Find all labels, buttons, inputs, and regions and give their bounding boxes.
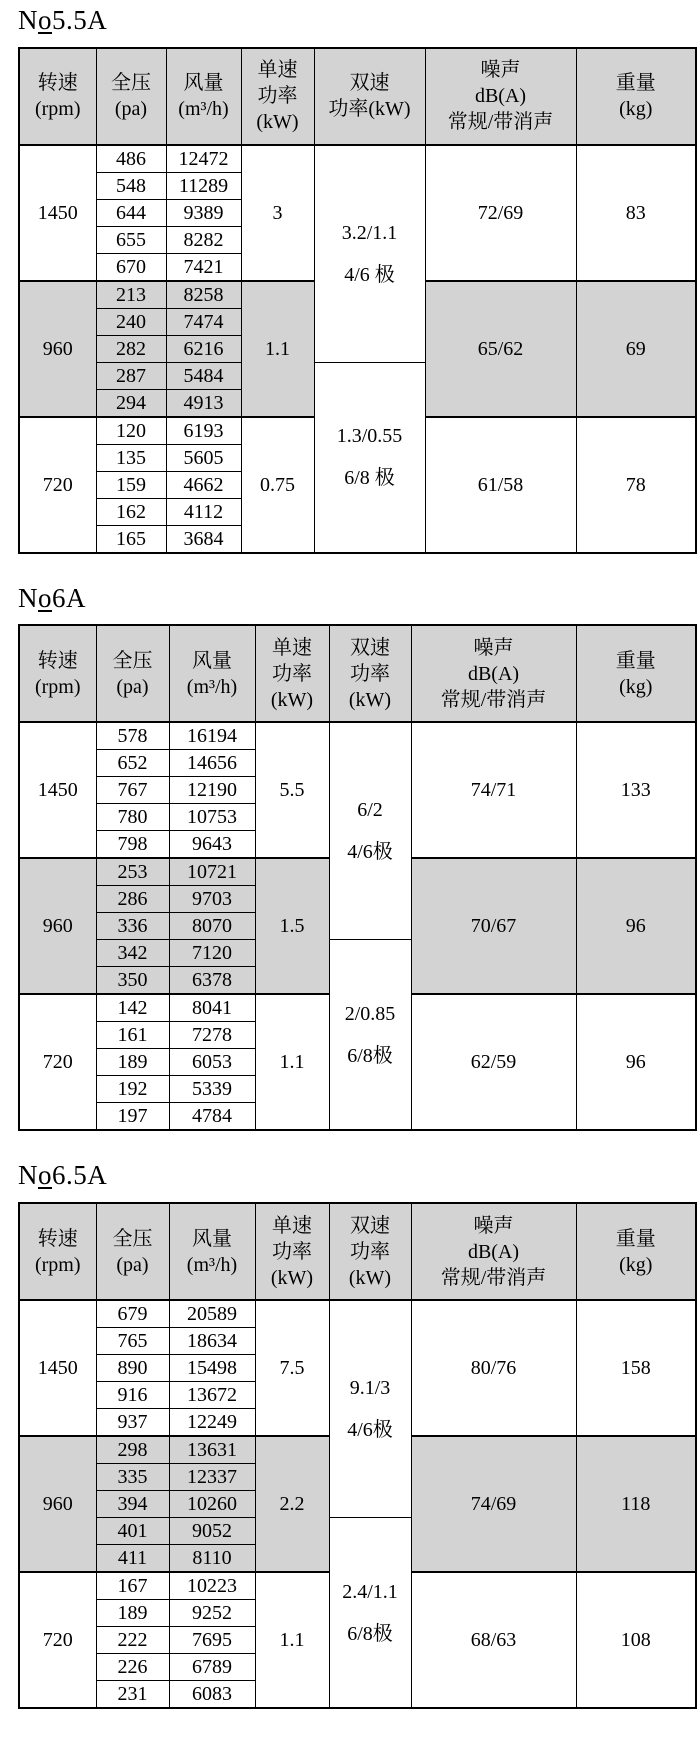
weight-cell: 118: [576, 1436, 696, 1572]
speed-cell: 960: [19, 1436, 96, 1572]
table-title-no6-5a: [18, 1161, 695, 1191]
volume-cell: 20589: [169, 1300, 255, 1328]
text-line: (rpm): [34, 1253, 81, 1276]
title-model: 5.5A: [52, 5, 108, 35]
volume-cell: 4112: [166, 498, 241, 525]
pressure-cell: 335: [96, 1464, 169, 1491]
text-line: 噪声: [473, 1214, 514, 1237]
volume-cell: 12472: [166, 145, 241, 173]
table-title-no6a: [18, 584, 695, 614]
text-line: (kW): [270, 688, 314, 711]
volume-cell: 9703: [169, 886, 255, 913]
header-row: [19, 1203, 696, 1300]
weight-cell: 96: [576, 994, 696, 1130]
spec-table: [18, 1202, 697, 1709]
text-line: (m³/h): [178, 98, 229, 121]
spec-table-host-no5-5a: [18, 47, 695, 554]
col-header-pressure: [96, 48, 166, 145]
volume-cell: 10721: [169, 858, 255, 886]
volume-cell: 9643: [169, 831, 255, 859]
header-row: [19, 48, 696, 145]
pressure-cell: 916: [96, 1382, 169, 1409]
pressure-cell: 644: [96, 199, 166, 226]
pressure-cell: 652: [96, 750, 169, 777]
pressure-cell: 655: [96, 226, 166, 253]
pressure-cell: 282: [96, 335, 166, 362]
col-header-single-power: [241, 48, 314, 145]
volume-cell: 8282: [166, 226, 241, 253]
text-line: 转速: [37, 72, 78, 95]
text-line: 双速: [350, 636, 390, 659]
single-power-cell: 1.1: [255, 994, 329, 1130]
volume-cell: 6789: [169, 1654, 255, 1681]
noise-cell: 74/71: [411, 722, 576, 858]
pressure-cell: 142: [96, 994, 169, 1022]
text-line: (rpm): [34, 98, 81, 121]
col-header-noise: [411, 625, 576, 722]
dual-power-cell: [329, 940, 411, 1131]
pressure-cell: 578: [96, 722, 169, 750]
speed-cell: 960: [19, 281, 96, 417]
pressure-cell: 411: [96, 1545, 169, 1573]
noise-cell: 61/58: [425, 417, 576, 553]
text-line: 4/6极: [347, 1419, 393, 1442]
single-power-cell: 1.1: [255, 1572, 329, 1708]
text-line: (m³/h): [186, 675, 238, 698]
text-line: (m³/h): [186, 1253, 238, 1276]
text-line: 6/8极: [347, 1044, 393, 1067]
pressure-cell: 253: [96, 858, 169, 886]
volume-cell: 8110: [169, 1545, 255, 1573]
text-line: 常规/带消声: [447, 111, 554, 134]
speed-cell: 720: [19, 417, 96, 553]
pressure-cell: 336: [96, 913, 169, 940]
text-line: 风量: [192, 1227, 232, 1250]
pressure-cell: 670: [96, 253, 166, 281]
col-header-volume: [169, 1203, 255, 1300]
title-model: 6.5A: [52, 1160, 108, 1191]
volume-cell: 9389: [166, 199, 241, 226]
pressure-cell: 780: [96, 804, 169, 831]
pressure-cell: 767: [96, 777, 169, 804]
weight-cell: 96: [576, 858, 696, 994]
dual-power-cell: [314, 362, 425, 553]
volume-cell: 8041: [169, 994, 255, 1022]
col-header-weight: [576, 625, 696, 722]
text-line: (pa): [114, 98, 148, 121]
volume-cell: 10223: [169, 1572, 255, 1600]
volume-cell: 15498: [169, 1355, 255, 1382]
volume-cell: 7421: [166, 253, 241, 281]
text-line: (rpm): [34, 675, 81, 698]
volume-cell: 3684: [166, 525, 241, 553]
pressure-cell: 192: [96, 1076, 169, 1103]
text-line: (kW): [348, 1266, 392, 1289]
pressure-cell: 765: [96, 1328, 169, 1355]
volume-cell: 6378: [169, 967, 255, 995]
pressure-cell: 213: [96, 281, 166, 309]
text-line: (kg): [619, 98, 653, 121]
text-line: 单速: [272, 1214, 312, 1237]
spec-table-host-no6a: [18, 624, 695, 1131]
pressure-cell: 162: [96, 498, 166, 525]
text-line: (kW): [256, 111, 299, 134]
title-numero-o: o: [38, 5, 52, 35]
pressure-cell: 159: [96, 471, 166, 498]
col-header-volume: [166, 48, 241, 145]
volume-cell: 7278: [169, 1022, 255, 1049]
pressure-cell: 161: [96, 1022, 169, 1049]
single-power-cell: 7.5: [255, 1300, 329, 1436]
noise-cell: 65/62: [425, 281, 576, 417]
text-line: 全压: [112, 649, 153, 672]
speed-cell: 1450: [19, 722, 96, 858]
text-line: 功率: [257, 85, 298, 108]
text-line: 9.1/3: [349, 1377, 391, 1400]
pressure-cell: 287: [96, 362, 166, 389]
text-line: 3.2/1.1: [341, 221, 398, 244]
weight-cell: 158: [576, 1300, 696, 1436]
title-prefix: N: [18, 5, 38, 35]
text-line: 全压: [111, 72, 151, 95]
text-line: 风量: [192, 649, 232, 672]
text-line: (kW): [348, 688, 392, 711]
single-power-cell: 5.5: [255, 722, 329, 858]
pressure-cell: 240: [96, 308, 166, 335]
pressure-cell: 937: [96, 1409, 169, 1437]
text-line: 全压: [112, 1227, 153, 1250]
text-line: dB(A): [474, 85, 527, 108]
pressure-cell: 298: [96, 1436, 169, 1464]
text-line: 重量: [615, 649, 656, 672]
volume-cell: 6083: [169, 1681, 255, 1709]
weight-cell: 83: [576, 145, 696, 281]
text-line: 功率: [350, 662, 390, 685]
text-line: (kg): [619, 675, 653, 698]
speed-cell: 720: [19, 1572, 96, 1708]
volume-cell: 4662: [166, 471, 241, 498]
volume-cell: 5339: [169, 1076, 255, 1103]
table-title-no5-5a: [18, 6, 695, 36]
text-line: 4/6极: [347, 841, 393, 864]
col-header-volume: [169, 625, 255, 722]
col-header-speed: [19, 625, 96, 722]
col-header-noise: [411, 1203, 576, 1300]
volume-cell: 4913: [166, 389, 241, 417]
text-line: 1.3/0.55: [336, 425, 403, 448]
single-power-cell: 2.2: [255, 1436, 329, 1572]
col-header-dual-power: [314, 48, 425, 145]
text-line: dB(A): [467, 1240, 520, 1263]
pressure-cell: 401: [96, 1518, 169, 1545]
pressure-cell: 679: [96, 1300, 169, 1328]
col-header-single-power: [255, 1203, 329, 1300]
volume-cell: 12337: [169, 1464, 255, 1491]
pressure-cell: 165: [96, 525, 166, 553]
text-line: 2.4/1.1: [342, 1580, 398, 1603]
pressure-cell: 798: [96, 831, 169, 859]
col-header-single-power: [255, 625, 329, 722]
col-header-pressure: [96, 1203, 169, 1300]
text-line: 功率: [272, 1240, 312, 1263]
dual-power-cell: [329, 1300, 411, 1518]
pressure-cell: 231: [96, 1681, 169, 1709]
volume-cell: 18634: [169, 1328, 255, 1355]
col-header-weight: [576, 1203, 696, 1300]
table-row: [19, 145, 696, 173]
speed-cell: 1450: [19, 145, 96, 281]
text-line: (kg): [619, 1253, 653, 1276]
pressure-cell: 286: [96, 886, 169, 913]
text-line: 功率: [350, 1240, 390, 1263]
weight-cell: 133: [576, 722, 696, 858]
volume-cell: 12190: [169, 777, 255, 804]
volume-cell: 16194: [169, 722, 255, 750]
pressure-cell: 394: [96, 1491, 169, 1518]
text-line: (pa): [116, 675, 149, 698]
volume-cell: 6193: [166, 417, 241, 445]
dual-power-cell: [329, 722, 411, 940]
col-header-dual-power: [329, 1203, 411, 1300]
noise-cell: 62/59: [411, 994, 576, 1130]
pressure-cell: 226: [96, 1654, 169, 1681]
volume-cell: 6053: [169, 1049, 255, 1076]
title-model: 6A: [52, 582, 86, 613]
text-line: 重量: [615, 1227, 656, 1250]
volume-cell: 4784: [169, 1103, 255, 1131]
title-numero-o: o: [38, 1160, 52, 1191]
single-power-cell: 1.5: [255, 858, 329, 994]
pressure-cell: 189: [96, 1049, 169, 1076]
single-power-cell: 0.75: [241, 417, 314, 553]
noise-cell: 72/69: [425, 145, 576, 281]
volume-cell: 7120: [169, 940, 255, 967]
col-header-dual-power: [329, 625, 411, 722]
text-line: 风量: [183, 72, 224, 95]
weight-cell: 78: [576, 417, 696, 553]
text-line: (pa): [116, 1253, 149, 1276]
title-numero-o: o: [38, 582, 52, 613]
title-prefix: N: [18, 1160, 38, 1191]
text-line: (kW): [270, 1266, 314, 1289]
text-line: 6/2: [357, 799, 383, 822]
text-line: 单速: [257, 59, 298, 82]
noise-cell: 80/76: [411, 1300, 576, 1436]
col-header-noise: [425, 48, 576, 145]
volume-cell: 7474: [166, 308, 241, 335]
text-line: 功率(kW): [328, 98, 411, 121]
noise-cell: 74/69: [411, 1436, 576, 1572]
volume-cell: 13672: [169, 1382, 255, 1409]
volume-cell: 8070: [169, 913, 255, 940]
noise-cell: 70/67: [411, 858, 576, 994]
volume-cell: 5484: [166, 362, 241, 389]
table-row: [19, 722, 696, 750]
volume-cell: 10260: [169, 1491, 255, 1518]
volume-cell: 6216: [166, 335, 241, 362]
title-prefix: N: [18, 582, 38, 613]
volume-cell: 11289: [166, 172, 241, 199]
dual-power-cell: [314, 145, 425, 363]
col-header-pressure: [96, 625, 169, 722]
pressure-cell: 197: [96, 1103, 169, 1131]
dual-power-cell: [329, 1518, 411, 1709]
speed-cell: 1450: [19, 1300, 96, 1436]
text-line: 4/6 极: [344, 263, 395, 286]
text-line: 常规/带消声: [440, 688, 547, 711]
text-line: 双速: [349, 72, 390, 95]
single-power-cell: 1.1: [241, 281, 314, 417]
volume-cell: 14656: [169, 750, 255, 777]
col-header-speed: [19, 48, 96, 145]
text-line: dB(A): [467, 662, 520, 685]
pressure-cell: 135: [96, 444, 166, 471]
weight-cell: 69: [576, 281, 696, 417]
text-line: 2/0.85: [344, 1002, 396, 1025]
spec-table: [18, 47, 697, 554]
speed-cell: 960: [19, 858, 96, 994]
text-line: 噪声: [473, 636, 514, 659]
volume-cell: 9252: [169, 1600, 255, 1627]
volume-cell: 10753: [169, 804, 255, 831]
text-line: 转速: [37, 649, 78, 672]
col-header-speed: [19, 1203, 96, 1300]
pressure-cell: 167: [96, 1572, 169, 1600]
pressure-cell: 222: [96, 1627, 169, 1654]
pressure-cell: 189: [96, 1600, 169, 1627]
spec-table-host-no6-5a: [18, 1202, 695, 1709]
volume-cell: 12249: [169, 1409, 255, 1437]
pressure-cell: 486: [96, 145, 166, 173]
text-line: 重量: [615, 72, 656, 95]
spec-table: [18, 624, 697, 1131]
weight-cell: 108: [576, 1572, 696, 1708]
pressure-cell: 120: [96, 417, 166, 445]
volume-cell: 13631: [169, 1436, 255, 1464]
pressure-cell: 890: [96, 1355, 169, 1382]
pressure-cell: 350: [96, 967, 169, 995]
text-line: 双速: [350, 1214, 390, 1237]
table-row: [19, 1300, 696, 1328]
text-line: 6/8极: [347, 1622, 393, 1645]
text-line: 6/8 极: [344, 467, 395, 490]
text-line: 功率: [272, 662, 312, 685]
pressure-cell: 342: [96, 940, 169, 967]
pressure-cell: 548: [96, 172, 166, 199]
col-header-weight: [576, 48, 696, 145]
single-power-cell: 3: [241, 145, 314, 281]
speed-cell: 720: [19, 994, 96, 1130]
volume-cell: 8258: [166, 281, 241, 309]
pressure-cell: 294: [96, 389, 166, 417]
volume-cell: 5605: [166, 444, 241, 471]
text-line: 常规/带消声: [440, 1266, 547, 1289]
noise-cell: 68/63: [411, 1572, 576, 1708]
header-row: [19, 625, 696, 722]
text-line: 单速: [272, 636, 312, 659]
text-line: 噪声: [480, 59, 521, 82]
volume-cell: 9052: [169, 1518, 255, 1545]
volume-cell: 7695: [169, 1627, 255, 1654]
text-line: 转速: [37, 1227, 78, 1250]
